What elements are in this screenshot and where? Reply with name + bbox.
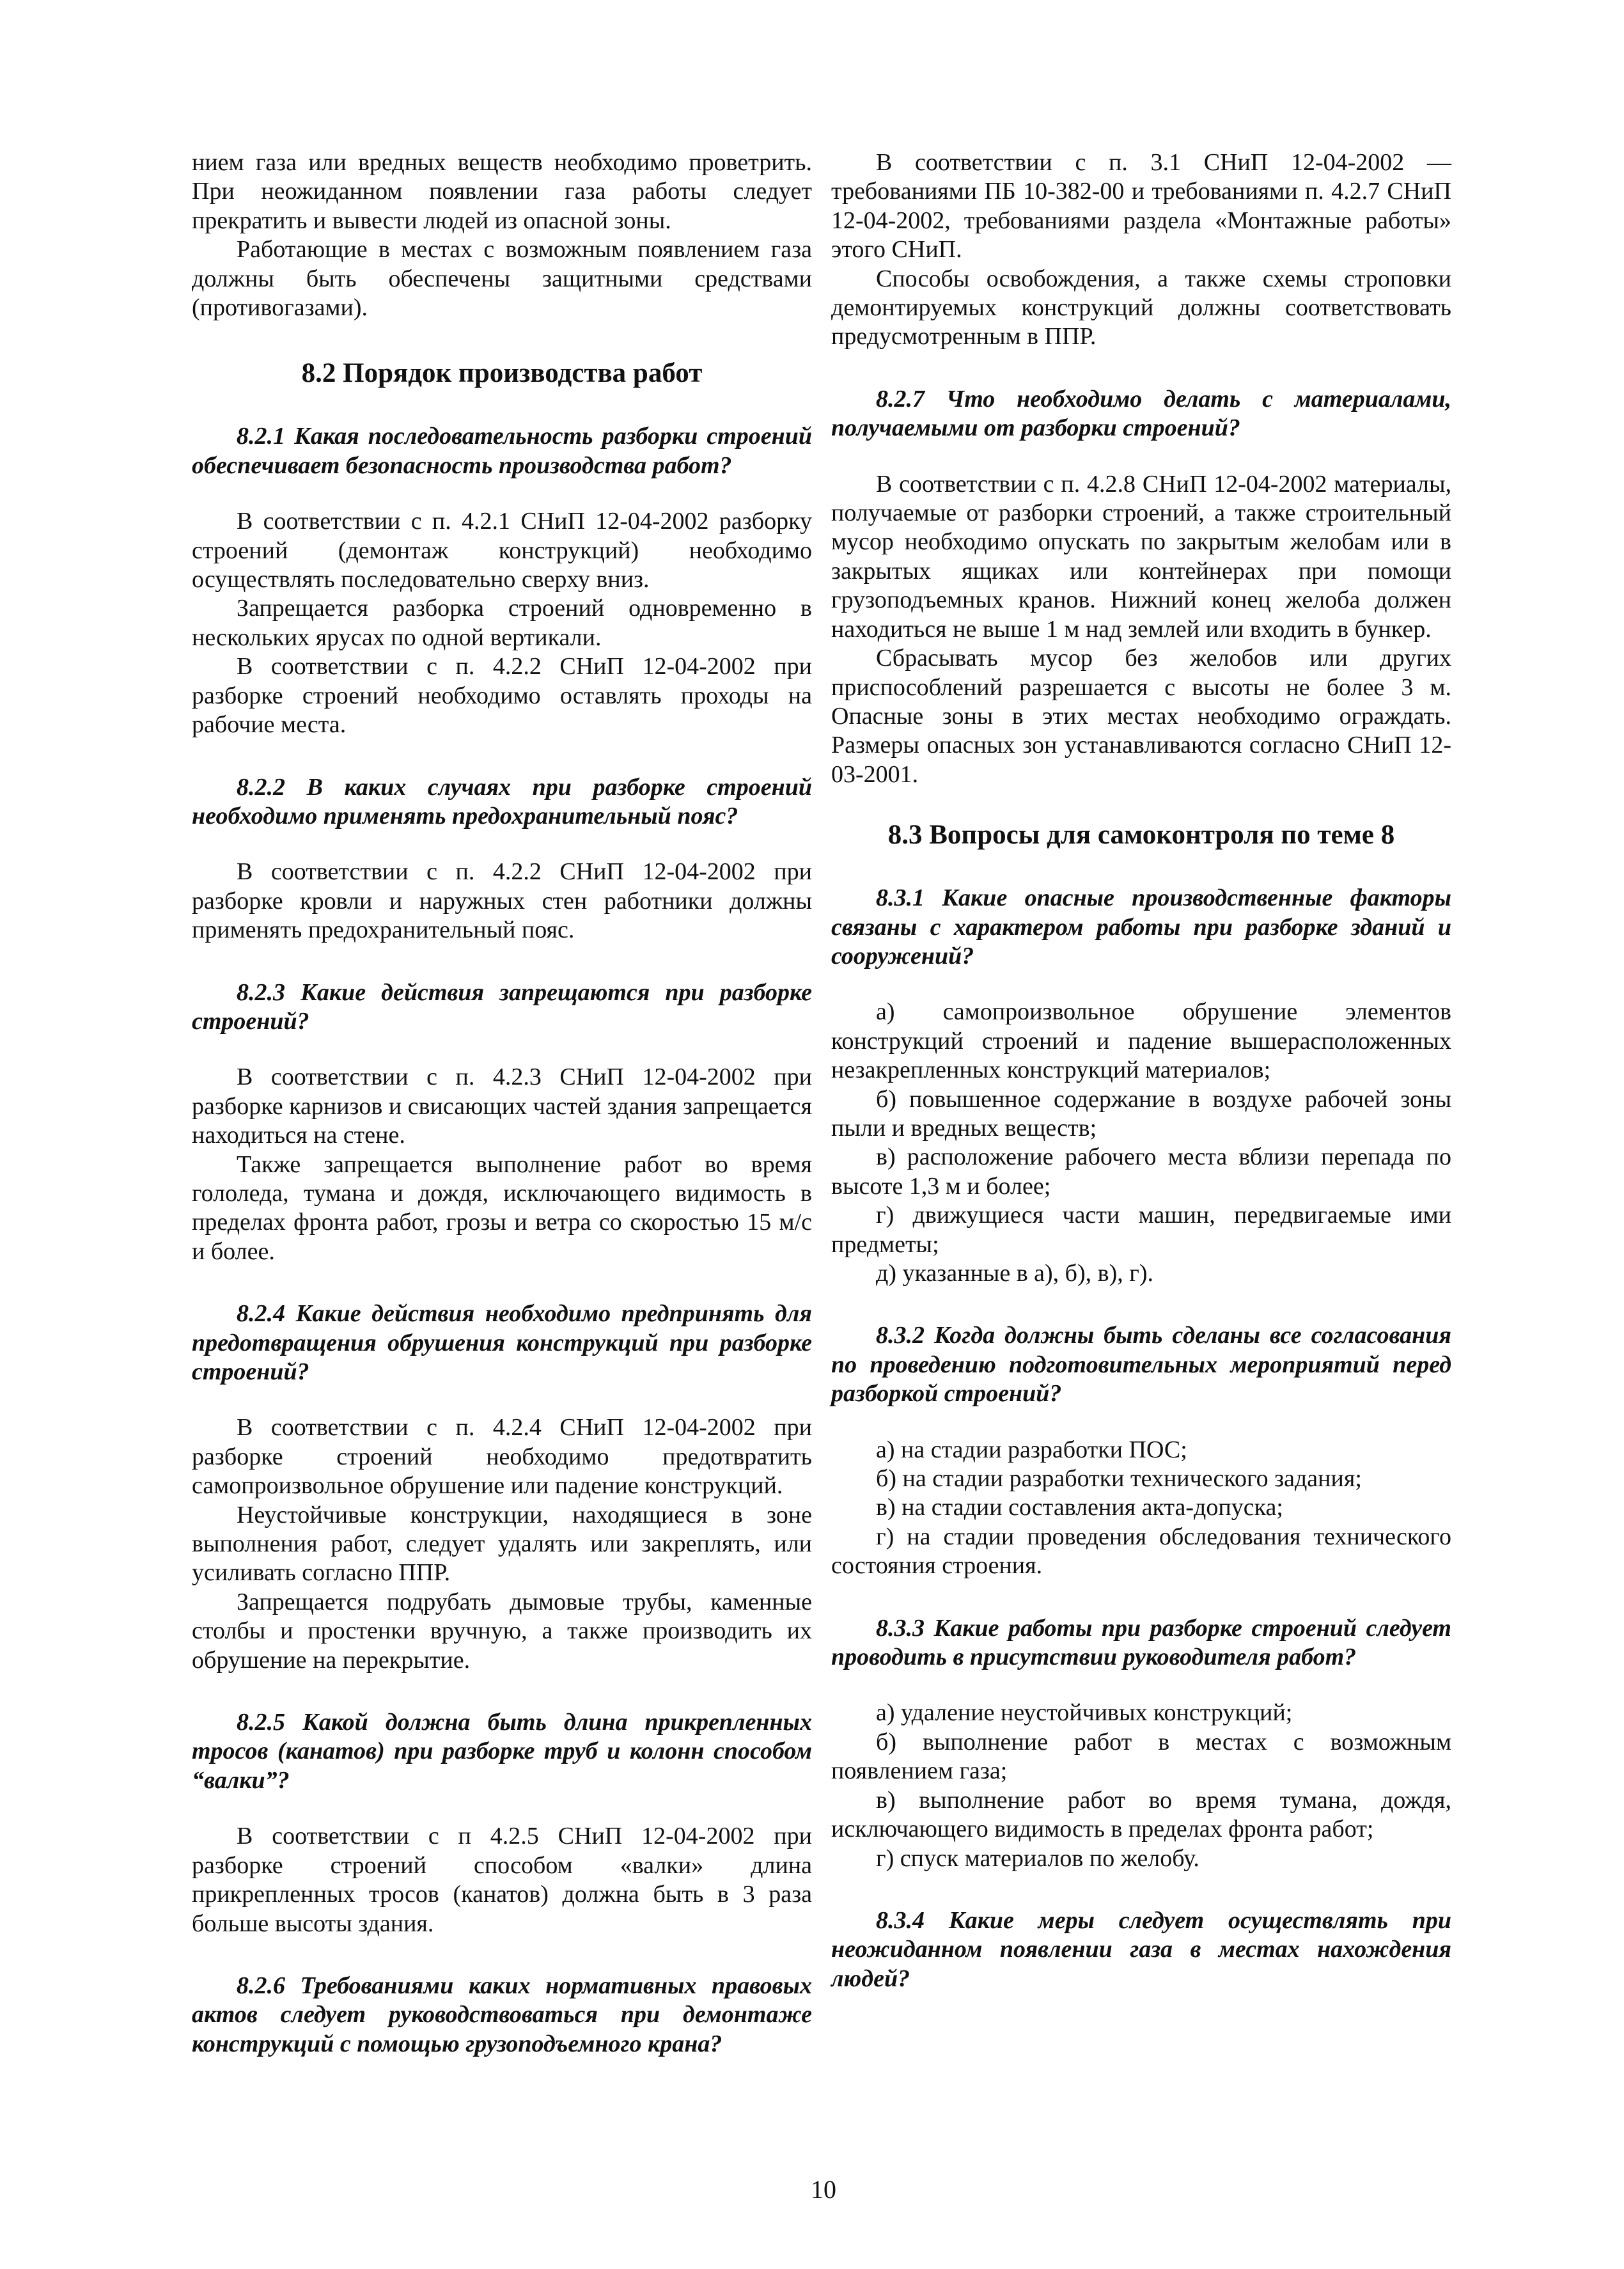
- option-8-3-2-c: в) на стадии составления акта-допуска;: [876, 1494, 1283, 1521]
- question-8-2-7: 8.2.7 Что необходимо делать с материалами, получаемыми от разборки строений?: [831, 385, 1451, 442]
- question-8-2-2: 8.2.2 В каких случаях при разборке строений необходимо применять предохранительный пояс?: [192, 773, 812, 829]
- option-8-3-1-e: д) указанные в а), б), в), г).: [876, 1260, 1153, 1287]
- option-8-3-3-d: г) спуск материалов по желобу.: [876, 1844, 1199, 1872]
- question-8-2-4: 8.2.4 Какие действия необходимо предпринять для предотвращения обрушения конструкций при разборке строений?: [192, 1300, 812, 1385]
- question-8-2-5: 8.2.5 Какой должна быть длина прикрепленных тросов (канатов) при разборке труб и колонн способом “валки”?: [192, 1709, 812, 1794]
- answer-8-2-3-p1: В соответствии с п. 4.2.3 СНиП 12-04-2002 при разборке карнизов и свисающих частей здания запрещается находиться на стене.: [192, 1064, 812, 1149]
- option-8-3-1-c: в) расположение рабочего места вблизи перепада по высоте 1,3 м и более;: [831, 1143, 1451, 1200]
- paragraph-gas-protection: Работающие в местах с возможным появлением газа должны быть обеспечены защитными средствами (противогазами).: [192, 236, 812, 322]
- section-8-3-heading: 8.3 Вопросы для самоконтроля по теме 8: [887, 820, 1395, 851]
- option-8-3-3-a: а) удаление неустойчивых конструкций;: [876, 1699, 1293, 1727]
- answer-8-2-5-p1: В соответствии с п 4.2.5 СНиП 12-04-2002 при разборке строений способом «валки» длина прикрепленных тросов (канатов) должна быть в 3 раза больше высоты здания.: [192, 1823, 812, 1937]
- right-column: [831, 148, 1451, 2020]
- paragraph-gas-ventilation: нием газа или вредных веществ необходимо проветрить. При неожиданном появлении газа работы следует прекратить и вывести людей из опасной зоны.: [192, 149, 812, 234]
- option-8-3-3-b: б) выполнение работ в местах с возможным появлением газа;: [831, 1728, 1451, 1785]
- answer-8-2-1-p3: В соответствии с п. 4.2.2 СНиП 12-04-2002 при разборке строений необходимо оставлять проходы на рабочие места.: [192, 653, 812, 739]
- answer-8-2-3-p2: Также запрещается выполнение работ во время гололеда, тумана и дождя, исключающего видимость в пределах фронта работ, грозы и ветра со скоростью 15 м/с и более.: [192, 1150, 812, 1265]
- option-8-3-2-d: г) на стадии проведения обследования технического состояния строения.: [831, 1523, 1451, 1580]
- answer-8-2-7-p2: Сбрасывать мусор без желобов или других приспособлений разрешается с высоты не более 3 м. Опасные зоны в этих местах необходимо ограждать. Размеры опасных зон устанавливаются согласно СНиП 12-03-2001.: [831, 645, 1451, 788]
- left-column: [192, 148, 812, 2085]
- answer-8-2-4-p3: Запрещается подрубать дымовые трубы, каменные столбы и простенки вручную, а также производить их обрушение на перекрытие.: [192, 1588, 812, 1674]
- answer-8-2-4-p2: Неустойчивые конструкции, находящиеся в зоне выполнения работ, следует удалять или закреплять, или усиливать согласно ППР.: [192, 1501, 812, 1587]
- question-8-3-3: 8.3.3 Какие работы при разборке строений следует проводить в присутствии руководителя работ?: [831, 1614, 1451, 1671]
- question-8-3-4: 8.3.4 Какие меры следует осуществлять при неожиданном появлении газа в местах нахождения людей?: [831, 1906, 1451, 1992]
- answer-8-2-2-p1: В соответствии с п. 4.2.2 СНиП 12-04-2002 при разборке кровли и наружных стен работники должны применять предохранительный пояс.: [192, 858, 812, 944]
- answer-8-2-7-p1: В соответствии с п. 4.2.8 СНиП 12-04-2002 материалы, получаемые от разборки строений, а также строительный мусор необходимо опускать по закрытым желобам или в закрытых ящиках или контейнерах при помощи грузоподъемных кранов. Нижний конец желоба должен находиться не выше 1 м над землей или входить в бункер.: [831, 470, 1451, 643]
- option-8-3-3-c: в) выполнение работ во время тумана, дождя, исключающего видимость в пределах фронта работ;: [831, 1786, 1451, 1843]
- answer-8-2-6-p2: Способы освобождения, а также схемы строповки демонтируемых конструкций должны соответствовать предусмотренным в ППР.: [831, 265, 1451, 350]
- question-8-3-1: 8.3.1 Какие опасные производственные факторы связаны с характером работы при разборке зданий и сооружений?: [831, 884, 1451, 970]
- question-8-2-3: 8.2.3 Какие действия запрещаются при разборке строений?: [192, 978, 812, 1035]
- question-8-3-2: 8.3.2 Когда должны быть сделаны все согласования по проведению подготовительных мероприятий перед разборкой строений?: [831, 1322, 1451, 1408]
- answer-8-2-6-p1: В соответствии с п. 3.1 СНиП 12-04-2002 — требованиями ПБ 10-382-00 и требованиями п. 4.2.7 СНиП 12-04-2002, требованиями раздела «Монтажные работы» этого СНиП.: [831, 149, 1451, 263]
- option-8-3-1-a: а) самопроизвольное обрушение элементов конструкций строений и падение вышерасположенных незакрепленных конструкций материалов;: [831, 998, 1451, 1084]
- section-8-2-heading: 8.2 Порядок производства работ: [301, 358, 703, 389]
- option-8-3-1-b: б) повышенное содержание в воздухе рабочей зоны пыли и вредных веществ;: [831, 1085, 1451, 1142]
- answer-8-2-1-p2: Запрещается разборка строений одновременно в нескольких ярусах по одной вертикали.: [192, 595, 812, 651]
- page-number: 10: [811, 2175, 836, 2204]
- question-8-2-6: 8.2.6 Требованиями каких нормативных правовых актов следует руководствоваться при демонтаже конструкций с помощью грузоподъемного крана?: [192, 1972, 812, 2057]
- answer-8-2-1-p1: В соответствии с п. 4.2.1 СНиП 12-04-2002 разборку строений (демонтаж конструкций) необходимо осуществлять последовательно сверху вниз.: [192, 508, 812, 593]
- option-8-3-2-b: б) на стадии разработки технического задания;: [876, 1465, 1362, 1493]
- option-8-3-1-d: г) движущиеся части машин, передвигаемые ими предметы;: [831, 1202, 1451, 1258]
- question-8-2-1: 8.2.1 Какая последовательность разборки строений обеспечивает безопасность производства работ?: [192, 423, 812, 479]
- option-8-3-2-a: а) на стадии разработки ПОС;: [876, 1436, 1187, 1463]
- answer-8-2-4-p1: В соответствии с п. 4.2.4 СНиП 12-04-2002 при разборке строений необходимо предотвратить самопроизвольное обрушение или падение конструкций.: [192, 1414, 812, 1500]
